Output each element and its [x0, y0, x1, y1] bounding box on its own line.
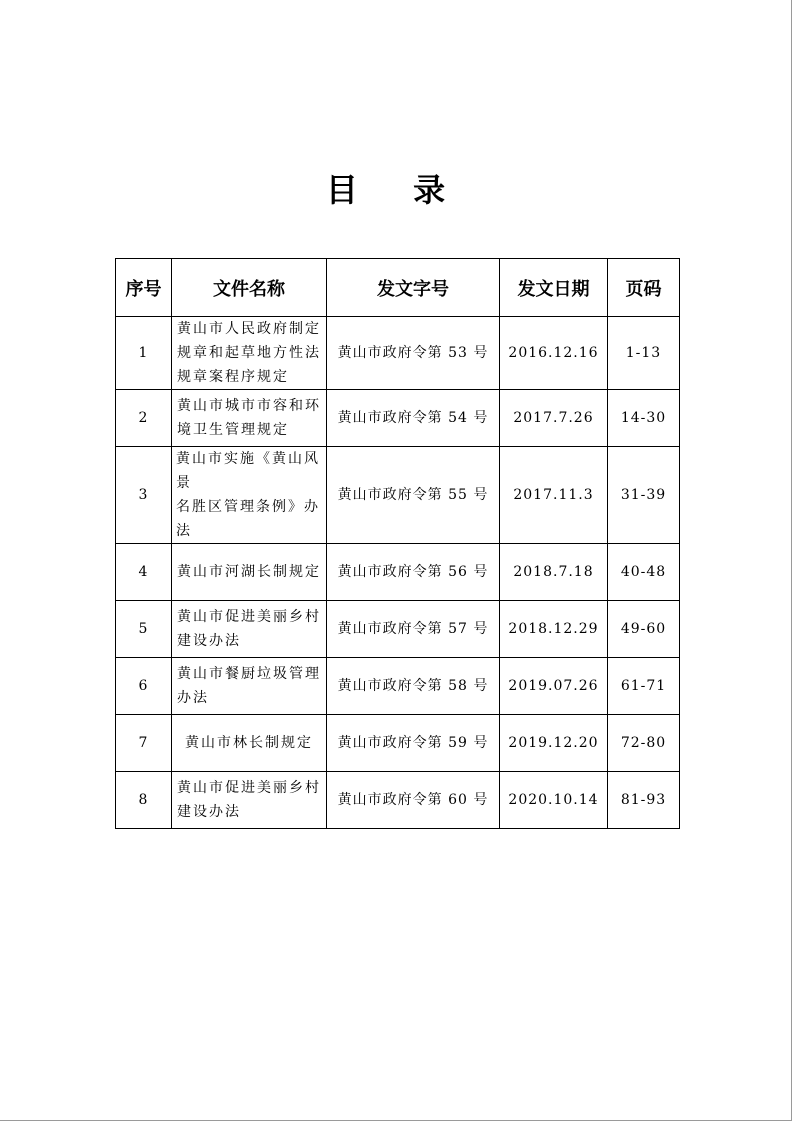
- row-name-text: [177, 605, 321, 653]
- row-pages: 31-39: [608, 447, 680, 544]
- row-index: 2: [116, 390, 172, 447]
- header-doc-no: 发文字号: [327, 259, 500, 317]
- row-index: 5: [116, 601, 172, 658]
- row-doc-no: 黄山市政府令第 57 号: [327, 601, 500, 658]
- row-name: [172, 390, 327, 447]
- header-pages: 页码: [608, 259, 680, 317]
- row-name-line: 名胜区管理条例》办法: [176, 499, 320, 539]
- table-row: [116, 601, 680, 658]
- table-row: [116, 658, 680, 715]
- row-pages: 72-80: [608, 715, 680, 772]
- row-date: 2017.7.26: [500, 390, 608, 447]
- table-row: [116, 544, 680, 601]
- row-index: 3: [116, 447, 172, 544]
- row-name-text: [177, 662, 321, 710]
- row-pages: 61-71: [608, 658, 680, 715]
- row-date: 2019.07.26: [500, 658, 608, 715]
- row-name-text: [185, 731, 313, 755]
- table-row: [116, 447, 680, 544]
- row-name-line: 黄山市河湖长制规定: [177, 564, 321, 580]
- row-name: [172, 601, 327, 658]
- row-date: 2016.12.16: [500, 317, 608, 390]
- row-name: [172, 715, 327, 772]
- row-name-line: 规章和起草地方性法: [177, 345, 321, 361]
- row-date: 2020.10.14: [500, 772, 608, 829]
- row-pages: 1-13: [608, 317, 680, 390]
- row-index: 7: [116, 715, 172, 772]
- row-name: [172, 317, 327, 390]
- row-name-line: 建设办法: [177, 633, 241, 649]
- table-row: [116, 390, 680, 447]
- row-name-line: 黄山市促进美丽乡村: [177, 609, 321, 625]
- row-doc-no: 黄山市政府令第 56 号: [327, 544, 500, 601]
- row-name: [172, 447, 327, 544]
- row-doc-no: 黄山市政府令第 58 号: [327, 658, 500, 715]
- row-index: 6: [116, 658, 172, 715]
- table-row: [116, 715, 680, 772]
- row-name-text: [176, 447, 322, 543]
- row-date: 2018.12.29: [500, 601, 608, 658]
- row-date: 2018.7.18: [500, 544, 608, 601]
- row-name-line: 黄山市餐厨垃圾管理: [177, 666, 321, 682]
- header-date: 发文日期: [500, 259, 608, 317]
- row-date: 2019.12.20: [500, 715, 608, 772]
- row-pages: 40-48: [608, 544, 680, 601]
- table-header-row: [116, 259, 680, 317]
- row-doc-no: 黄山市政府令第 54 号: [327, 390, 500, 447]
- table-row: [116, 772, 680, 829]
- row-name-line: 黄山市实施《黄山风景: [176, 451, 320, 491]
- row-index: 4: [116, 544, 172, 601]
- header-name: 文件名称: [172, 259, 327, 317]
- row-doc-no: 黄山市政府令第 60 号: [327, 772, 500, 829]
- row-name: [172, 658, 327, 715]
- row-pages: 49-60: [608, 601, 680, 658]
- row-name-line: 建设办法: [177, 804, 241, 820]
- row-name-text: [177, 317, 321, 389]
- row-name-text: [177, 776, 321, 824]
- row-doc-no: 黄山市政府令第 55 号: [327, 447, 500, 544]
- row-pages: 81-93: [608, 772, 680, 829]
- row-date: 2017.11.3: [500, 447, 608, 544]
- toc-table: [115, 258, 680, 829]
- row-name-text: [177, 560, 321, 584]
- row-name: [172, 544, 327, 601]
- row-name-text: [177, 394, 321, 442]
- row-name-line: 黄山市人民政府制定: [177, 321, 321, 337]
- row-name: [172, 772, 327, 829]
- row-pages: 14-30: [608, 390, 680, 447]
- row-name-line: 规章案程序规定: [177, 369, 289, 385]
- row-name-line: 黄山市促进美丽乡村: [177, 780, 321, 796]
- row-name-line: 黄山市林长制规定: [185, 735, 313, 751]
- table-row: [116, 317, 680, 390]
- page-title: 目 录: [325, 171, 468, 209]
- row-name-line: 境卫生管理规定: [177, 422, 289, 438]
- row-index: 1: [116, 317, 172, 390]
- row-name-line: 办法: [177, 690, 209, 706]
- header-index: 序号: [116, 259, 172, 317]
- row-index: 8: [116, 772, 172, 829]
- row-name-line: 黄山市城市市容和环: [177, 398, 321, 414]
- row-doc-no: 黄山市政府令第 59 号: [327, 715, 500, 772]
- row-doc-no: 黄山市政府令第 53 号: [327, 317, 500, 390]
- table-body: [116, 317, 680, 829]
